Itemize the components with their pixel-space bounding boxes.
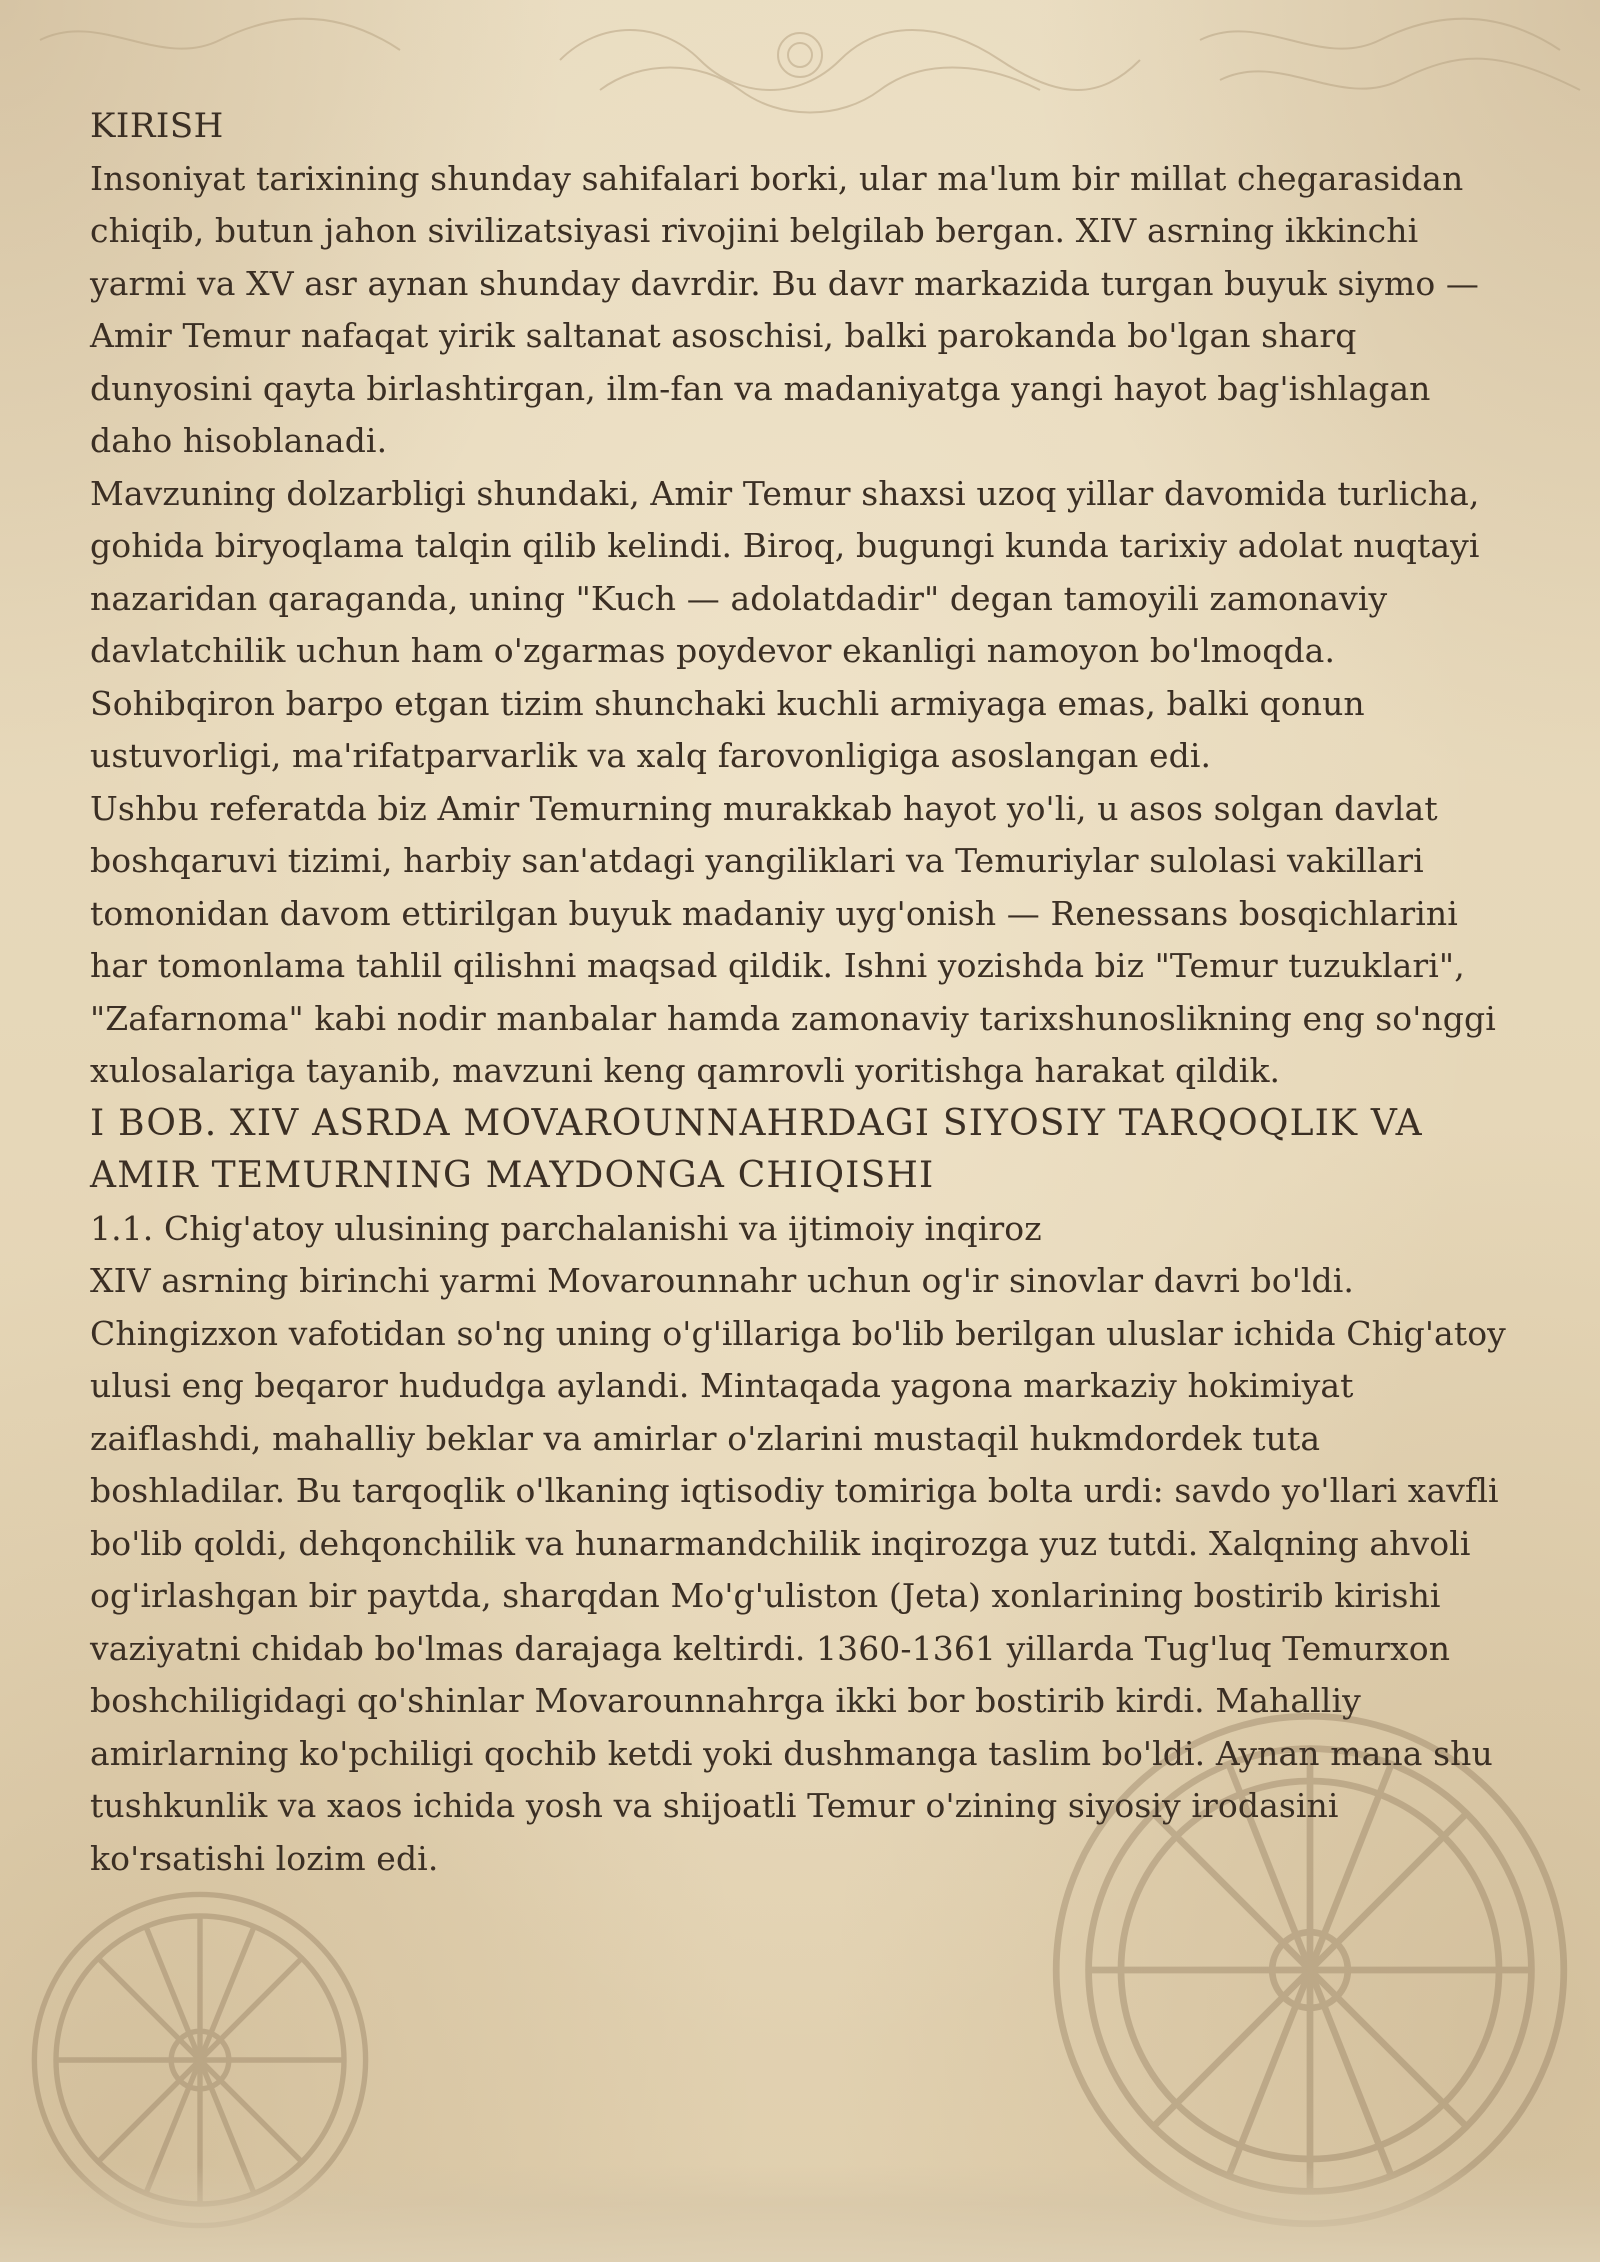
intro-heading: KIRISH xyxy=(90,106,224,146)
document-body xyxy=(90,100,1510,1885)
intro-paragraph-3: Ushbu referatda biz Amir Temurning murakkab hayot yo'li, u asos solgan davlat boshqaruvi tizimi, harbiy san'atdagi yangiliklari va Temuriylar sulolasi vakillari tomonidan davom ettirilgan buyuk madaniy uyg'onish — Renessans bosqichlarini har tomonlama tahlil qilishni maqsad qildik. Ishni yozishda biz "Temur tuzuklari", "Zafarnoma" kabi nodir manbalar hamda zamonaviy tarixshunoslikning eng so'nggi xulosalariga tayanib, mavzuni keng qamrovli yoritishga harakat qildik. xyxy=(90,788,1496,1090)
page-bottom-band xyxy=(0,2165,1600,2262)
intro-paragraph-2: Mavzuning dolzarbligi shundaki, Amir Temur shaxsi uzoq yillar davomida turlicha, gohida biryoqlama talqin qilib kelindi. Biroq, bugungi kunda tarixiy adolat nuqtayi nazaridan qaraganda, uning "Kuch — adolatdadir" degan tamoyili zamonaviy davlatchilik uchun ham o'zgarmas poydevor ekanligi namoyon bo'lmoqda. Sohibqiron barpo etgan tizim shunchaki kuchli armiyaga emas, balki qonun ustuvorligi, ma'rifatparvarlik va xalq farovonligiga asoslangan edi. xyxy=(90,473,1480,775)
wagon-wheel-left-icon xyxy=(20,1880,380,2240)
section-paragraph: XIV asrning birinchi yarmi Movarounnahr uchun og'ir sinovlar davri bo'ldi. Chingizxon vafotidan so'ng uning o'g'illariga bo'lib berilgan uluslar ichida Chig'atoy ulusi eng beqaror hududga aylandi. Mintaqada yagona markaziy hokimiyat zaiflashdi, mahalliy beklar va amirlar o'zlarini mustaqil hukmdordek tuta boshladilar. Bu tarqoqlik o'lkaning iqtisodiy tomiriga bolta urdi: savdo yo'llari xavfli bo'lib qoldi, dehqonchilik va hunarmandchilik inqirozga yuz tutdi. Xalqning ahvoli og'irlashgan bir paytda, sharqdan Mo'g'uliston (Jeta) xonlarining bostirib kirishi vaziyatni chidab bo'lmas darajaga keltirdi. 1360-1361 yillarda Tug'luq Temurxon boshchiligidagi qo'shinlar Movarounnahrga ikki bor bostirib kirdi. Mahalliy amirlarning ko'pchiligi qochib ketdi yoki dushmanga taslim bo'ldi. Aynan mana shu tushkunlik va xaos ichida yosh va shijoatli Temur o'zining siyosiy irodasini ko'rsatishi lozim edi. xyxy=(90,1261,1506,1878)
intro-paragraph-1: Insoniyat tarixining shunday sahifalari borki, ular ma'lum bir millat chegarasidan chiqib, butun jahon sivilizatsiyasi rivojini belgilab bergan. XIV asrning ikkinchi yarmi va XV asr aynan shunday davrdir. Bu davr markazida turgan buyuk siymo — Amir Temur nafaqat yirik saltanat asoschisi, balki parokanda bo'lgan sharq dunyosini qayta birlashtirgan, ilm-fan va madaniyatga yangi hayot bag'ishlagan daho hisoblanadi. xyxy=(90,158,1479,460)
chapter-heading: I BOB. XIV ASRDA MOVAROUNNAHRDAGI SIYOSIY TARQOQLIK VA AMIR TEMURNING MAYDONGA CHIQISHI xyxy=(90,1102,1423,1196)
section-heading: 1.1. Chig'atoy ulusining parchalanishi va ijtimoiy inqiroz xyxy=(90,1208,1042,1248)
